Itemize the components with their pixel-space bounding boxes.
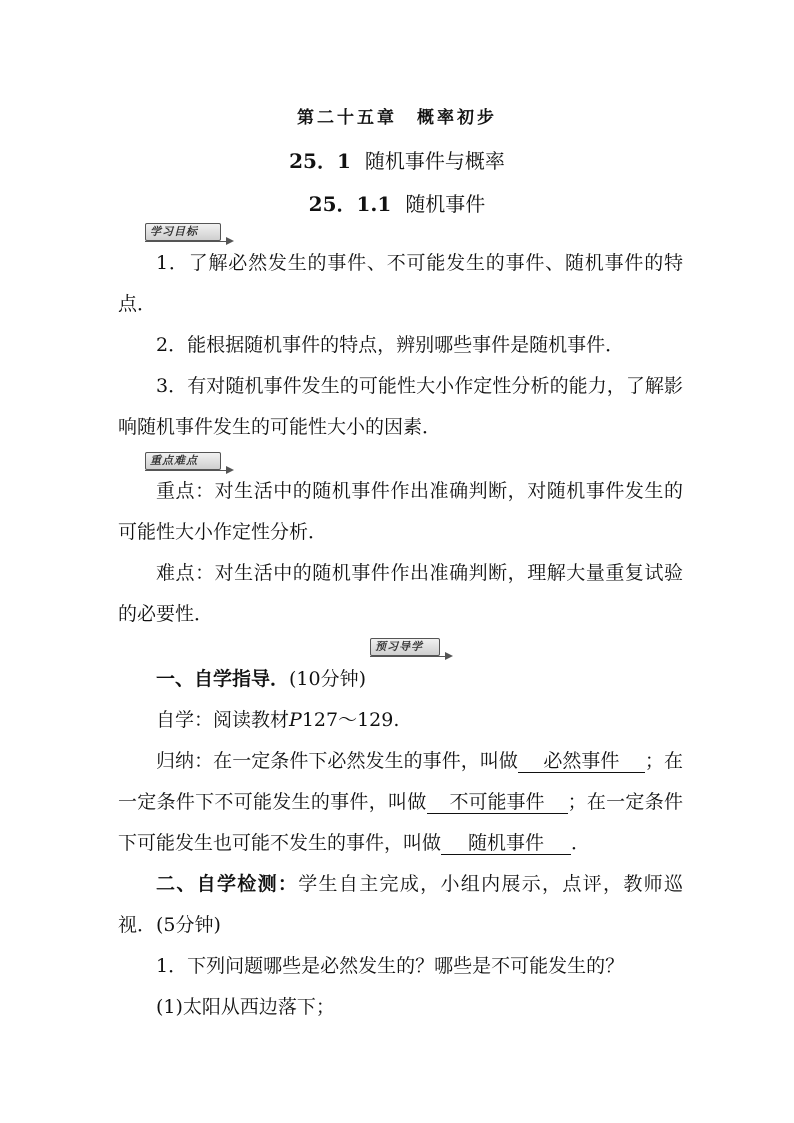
blank-answer-1: 必然事件 (518, 750, 645, 773)
goal-2: 2．能根据随机事件的特点，辨别哪些事件是随机事件． (156, 334, 625, 356)
self-check-paragraph (118, 864, 683, 946)
summary-text-2: ；在一定条件下不可能发生的事件，叫做 (118, 750, 683, 813)
question-1: 1．下列问题哪些是必然发生的？哪些是不可能发生的？ (156, 955, 625, 977)
summary-text-4: ． (571, 832, 591, 854)
difficult-points: 难点：对生活中的随机事件作出准确判断，理解大量重复试验的必要性． (118, 562, 683, 625)
reading-prefix: 自学：阅读教材 (156, 709, 290, 731)
blank-answer-2: 不可能事件 (427, 791, 568, 814)
section-name: 随机事件与概率 (364, 149, 505, 173)
subsection-number: 25．1.1 (308, 192, 392, 216)
subsection-name: 随机事件 (405, 192, 486, 216)
self-study-time: (10分钟) (289, 668, 367, 690)
learning-goals-tag: 学习目标 (145, 223, 221, 241)
question-1-item-1: (1)太阳从西边落下； (156, 996, 335, 1018)
goal-1: 1．了解必然发生的事件、不可能发生的事件、随机事件的特点． (118, 252, 683, 315)
preview-guide-tag-underline (370, 656, 450, 657)
self-study-heading: 一、自学指导． (156, 668, 290, 690)
reading-pages: 127～129. (301, 709, 400, 731)
blank-answer-3: 随机事件 (441, 832, 571, 855)
key-difficult-tag: 重点难点 (145, 452, 221, 470)
goal-3: 3．有对随机事件发生的可能性大小作定性分析的能力，了解影响随机事件发生的可能性大小的因素． (118, 375, 683, 438)
self-study-heading-line (118, 659, 683, 700)
chapter-title: 第二十五章 概率初步 (297, 108, 497, 128)
learning-goals-tag-underline (145, 241, 231, 242)
subsection-title (0, 188, 794, 217)
summary-text-3: ；在一定条件下可能发生也可能不发生的事件，叫做 (118, 791, 683, 854)
self-study-summary (118, 741, 683, 864)
key-points: 重点：对生活中的随机事件作出准确判断，对随机事件发生的可能性大小作定性分析． (118, 480, 683, 543)
summary-text-1: 归纳：在一定条件下必然发生的事件，叫做 (156, 750, 518, 772)
preview-guide-tag: 预习导学 (370, 638, 440, 656)
self-check-text: 学生自主完成，小组内展示，点评，教师巡视．(5分钟) (118, 873, 683, 936)
self-check-heading: 二、自学检测： (156, 873, 299, 895)
section-title (0, 145, 794, 174)
self-study-reading (118, 700, 683, 741)
reading-page-letter: P (289, 709, 302, 731)
section-number: 25．1 (289, 149, 351, 173)
